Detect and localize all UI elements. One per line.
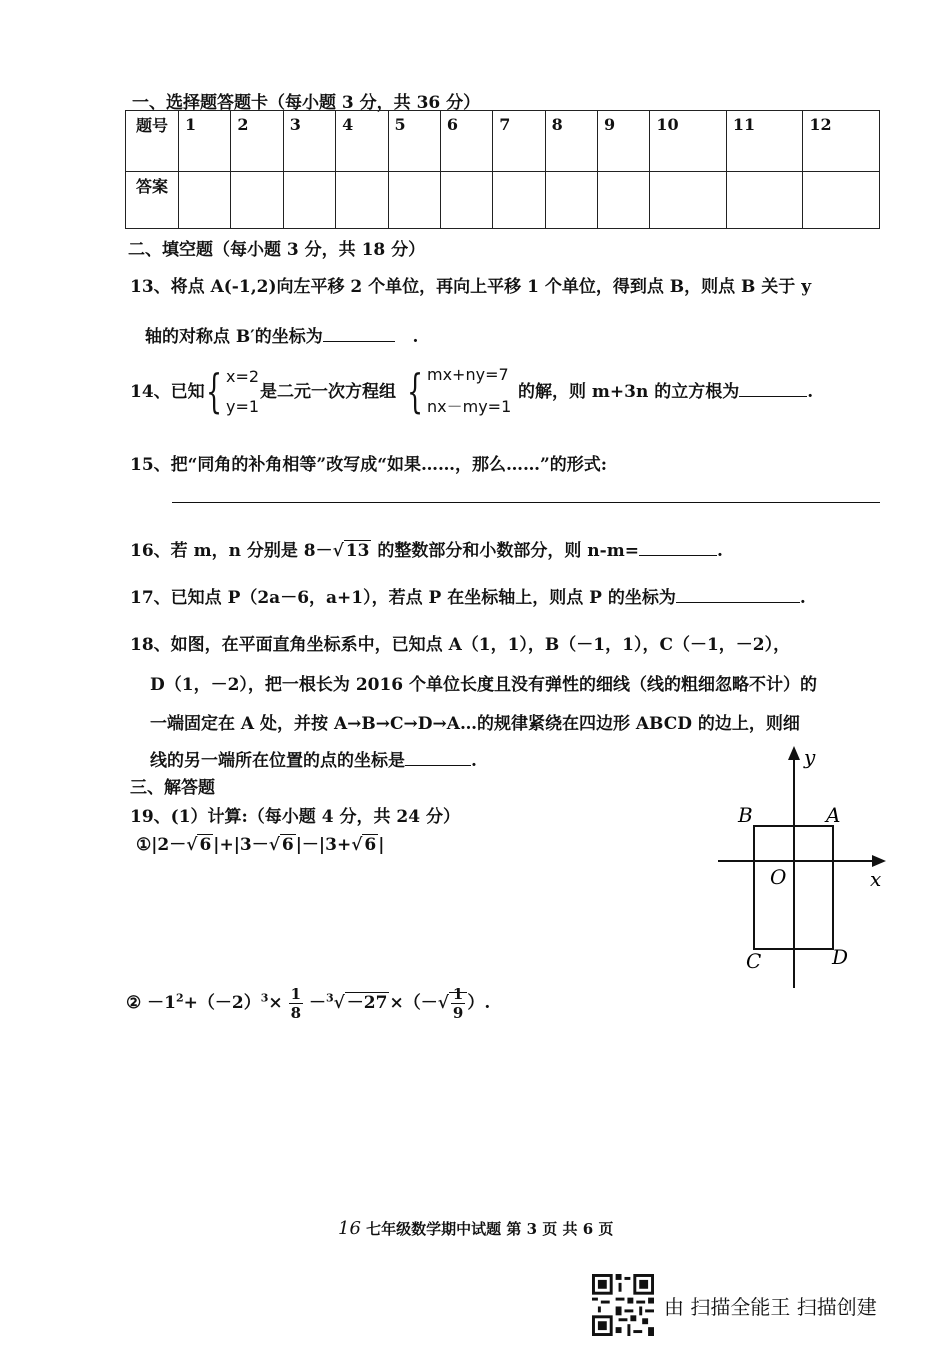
fraction-numerator: 1 bbox=[452, 985, 464, 1003]
question-18-line3: 一端固定在 A 处，并按 A→B→C→D→A…的规律紧绕在四边形 ABCD 的边上，则细 bbox=[150, 714, 800, 734]
answer-cell[interactable] bbox=[231, 172, 283, 229]
section2-title: 二、填空题（每小题 3 分，共 18 分） bbox=[128, 240, 426, 260]
question-number-cell: 5 bbox=[388, 111, 440, 172]
answer-cell[interactable] bbox=[493, 172, 545, 229]
question-17-text: 17、已知点 P（2a－6，a+1），若点 P 在坐标轴上，则点 P 的坐标为 bbox=[130, 588, 676, 608]
radicand-13: 13 bbox=[345, 541, 370, 561]
section1-title: 一、选择题答题卡（每小题 3 分，共 36 分） bbox=[132, 93, 481, 113]
question-16-suffix: 的整数部分和小数部分，则 n-m= bbox=[377, 541, 639, 561]
question-18-line2: D（1，－2），把一根长为 2016 个单位长度且没有弹性的细线（线的粗细忽略不计）的 bbox=[150, 675, 818, 695]
answer-cell[interactable] bbox=[803, 172, 880, 229]
question-number-cell: 8 bbox=[545, 111, 597, 172]
question-18-line1: 18、如图，在平面直角坐标系中，已知点 A（1，1），B（－1，1），C（－1，－2）， bbox=[130, 635, 791, 655]
label-b: B bbox=[738, 803, 753, 827]
footer-text: 七年级数学期中试题 第 3 页 共 6 页 bbox=[366, 1220, 614, 1238]
question-14-suffix bbox=[518, 377, 813, 402]
coordinate-figure bbox=[700, 740, 900, 995]
answer-blank-16[interactable] bbox=[639, 541, 717, 556]
question-number-cell: 4 bbox=[336, 111, 388, 172]
question-15: 15、把“同角的补角相等”改写成“如果……，那么……”的形式: bbox=[130, 455, 608, 475]
answer-blank-13[interactable] bbox=[323, 327, 395, 342]
fraction-one-eighth bbox=[289, 985, 303, 1022]
expr-eight-minus: 8－ bbox=[303, 541, 333, 561]
fraction-denominator: 9 bbox=[452, 1004, 464, 1022]
cube-root-index: 3 bbox=[325, 991, 334, 1005]
times-sign: × bbox=[268, 993, 283, 1013]
fraction-denominator: 8 bbox=[290, 1004, 302, 1022]
answer-cell[interactable] bbox=[440, 172, 492, 229]
left-brace-icon: { bbox=[407, 364, 424, 418]
scanner-watermark: 由 扫描全能王 扫描创建 bbox=[664, 1295, 877, 1319]
question-18-line4 bbox=[150, 746, 477, 771]
question-number-row bbox=[126, 111, 880, 172]
question-13-line2 bbox=[145, 322, 418, 347]
question-14-suffix-text: 的解，则 m+3n 的立方根为 bbox=[518, 382, 740, 402]
question-19-title: 19、(1）计算:（每小题 4 分，共 24 分） bbox=[130, 807, 460, 827]
question-number-cell: 12 bbox=[803, 111, 880, 172]
question-19-2: ② $-1^2+(-2)^3\times$ $\frac{1}{8}$ －$^3$√ －27 ×（－√ $\frac{1}{9}$ ）. bbox=[126, 985, 491, 1022]
question-number-cell: 6 bbox=[440, 111, 492, 172]
question-18-line4-text: 线的另一端所在位置的点的坐标是 bbox=[150, 751, 405, 771]
question-13-text: 轴的对称点 B′的坐标为 bbox=[145, 327, 323, 347]
answer-cell[interactable] bbox=[650, 172, 727, 229]
question-14-period: . bbox=[807, 382, 814, 402]
question-16 bbox=[130, 536, 723, 561]
expr-part-c: ×（－ bbox=[389, 993, 438, 1013]
question-16-period: . bbox=[716, 541, 723, 561]
y-axis-arrow-icon bbox=[788, 746, 800, 760]
question-13-period: . bbox=[412, 327, 419, 347]
question-14-mid: 是二元一次方程组 bbox=[260, 382, 396, 402]
answer-cell[interactable] bbox=[179, 172, 231, 229]
answer-cell[interactable] bbox=[598, 172, 650, 229]
question-number-cell: 1 bbox=[179, 111, 231, 172]
exponent-3: 3 bbox=[260, 991, 269, 1005]
section3-title: 三、解答题 bbox=[130, 778, 215, 798]
equation-1: mx+ny=7 bbox=[427, 365, 509, 384]
answer-blank-17[interactable] bbox=[676, 588, 800, 603]
sqrt-radicand bbox=[449, 985, 467, 1022]
solution-y: y=1 bbox=[226, 397, 260, 416]
circled-two-label: ② bbox=[126, 993, 142, 1013]
label-origin: O bbox=[770, 865, 787, 889]
question-16-prefix: 16、若 m，n 分别是 bbox=[130, 541, 298, 561]
question-13-line1: 13、将点 A(-1,2)向左平移 2 个单位，再向上平移 1 个单位，得到点 B，则点 B 关于 y bbox=[130, 277, 812, 297]
answer-cell[interactable] bbox=[283, 172, 335, 229]
question-14-prefix: 14、已知 bbox=[130, 382, 205, 402]
expression-8-minus-sqrt13: 8－√ 13 bbox=[303, 541, 370, 561]
question-18-period: . bbox=[471, 751, 477, 771]
answer-cell[interactable] bbox=[545, 172, 597, 229]
answer-cell[interactable] bbox=[726, 172, 803, 229]
expr-part-a: －1 bbox=[147, 993, 177, 1013]
answer-line-15[interactable] bbox=[172, 502, 880, 503]
answer-cell[interactable] bbox=[336, 172, 388, 229]
question-17 bbox=[130, 583, 806, 608]
fraction-numerator: 1 bbox=[290, 985, 302, 1003]
label-x: x bbox=[870, 867, 882, 891]
question-number-cell: 9 bbox=[598, 111, 650, 172]
label-c: C bbox=[746, 949, 762, 973]
label-a: A bbox=[826, 803, 841, 827]
row-header-answer: 答案 bbox=[126, 172, 179, 229]
answer-blank-14[interactable] bbox=[739, 382, 807, 397]
handwritten-mark: 16 bbox=[338, 1218, 361, 1239]
minus-sign: － bbox=[308, 993, 326, 1013]
label-y: y bbox=[804, 745, 816, 769]
qr-code-icon bbox=[592, 1274, 654, 1336]
question-number-cell: 2 bbox=[231, 111, 283, 172]
answer-card-table bbox=[125, 110, 880, 229]
question-number-cell: 11 bbox=[726, 111, 803, 172]
page-footer bbox=[338, 1218, 613, 1239]
row-header-number: 题号 bbox=[126, 111, 179, 172]
cube-root-radicand: －27 bbox=[346, 993, 388, 1013]
answer-blank-18[interactable] bbox=[405, 751, 471, 766]
question-number-cell: 7 bbox=[493, 111, 545, 172]
expr-part-b: +（－2） bbox=[183, 993, 261, 1013]
question-19-1 bbox=[136, 830, 384, 855]
circled-one-label: ① bbox=[136, 835, 152, 855]
expr-end: ）. bbox=[467, 993, 491, 1013]
label-d: D bbox=[832, 945, 849, 969]
fraction-one-ninth bbox=[451, 985, 465, 1022]
answer-cell[interactable] bbox=[388, 172, 440, 229]
expression-19-1: |2－√ 6 |+|3－√ 6 |－|3+√ 6 | bbox=[151, 835, 385, 855]
question-number-cell: 10 bbox=[650, 111, 727, 172]
left-brace-icon: { bbox=[206, 364, 223, 418]
question-number-cell: 3 bbox=[283, 111, 335, 172]
question-17-period: . bbox=[799, 588, 806, 608]
exponent-2: 2 bbox=[176, 991, 184, 1005]
equation-2: nx－my=1 bbox=[427, 397, 512, 416]
solution-x: x=2 bbox=[226, 367, 260, 386]
x-axis-arrow-icon bbox=[872, 855, 886, 867]
answer-row bbox=[126, 172, 880, 229]
